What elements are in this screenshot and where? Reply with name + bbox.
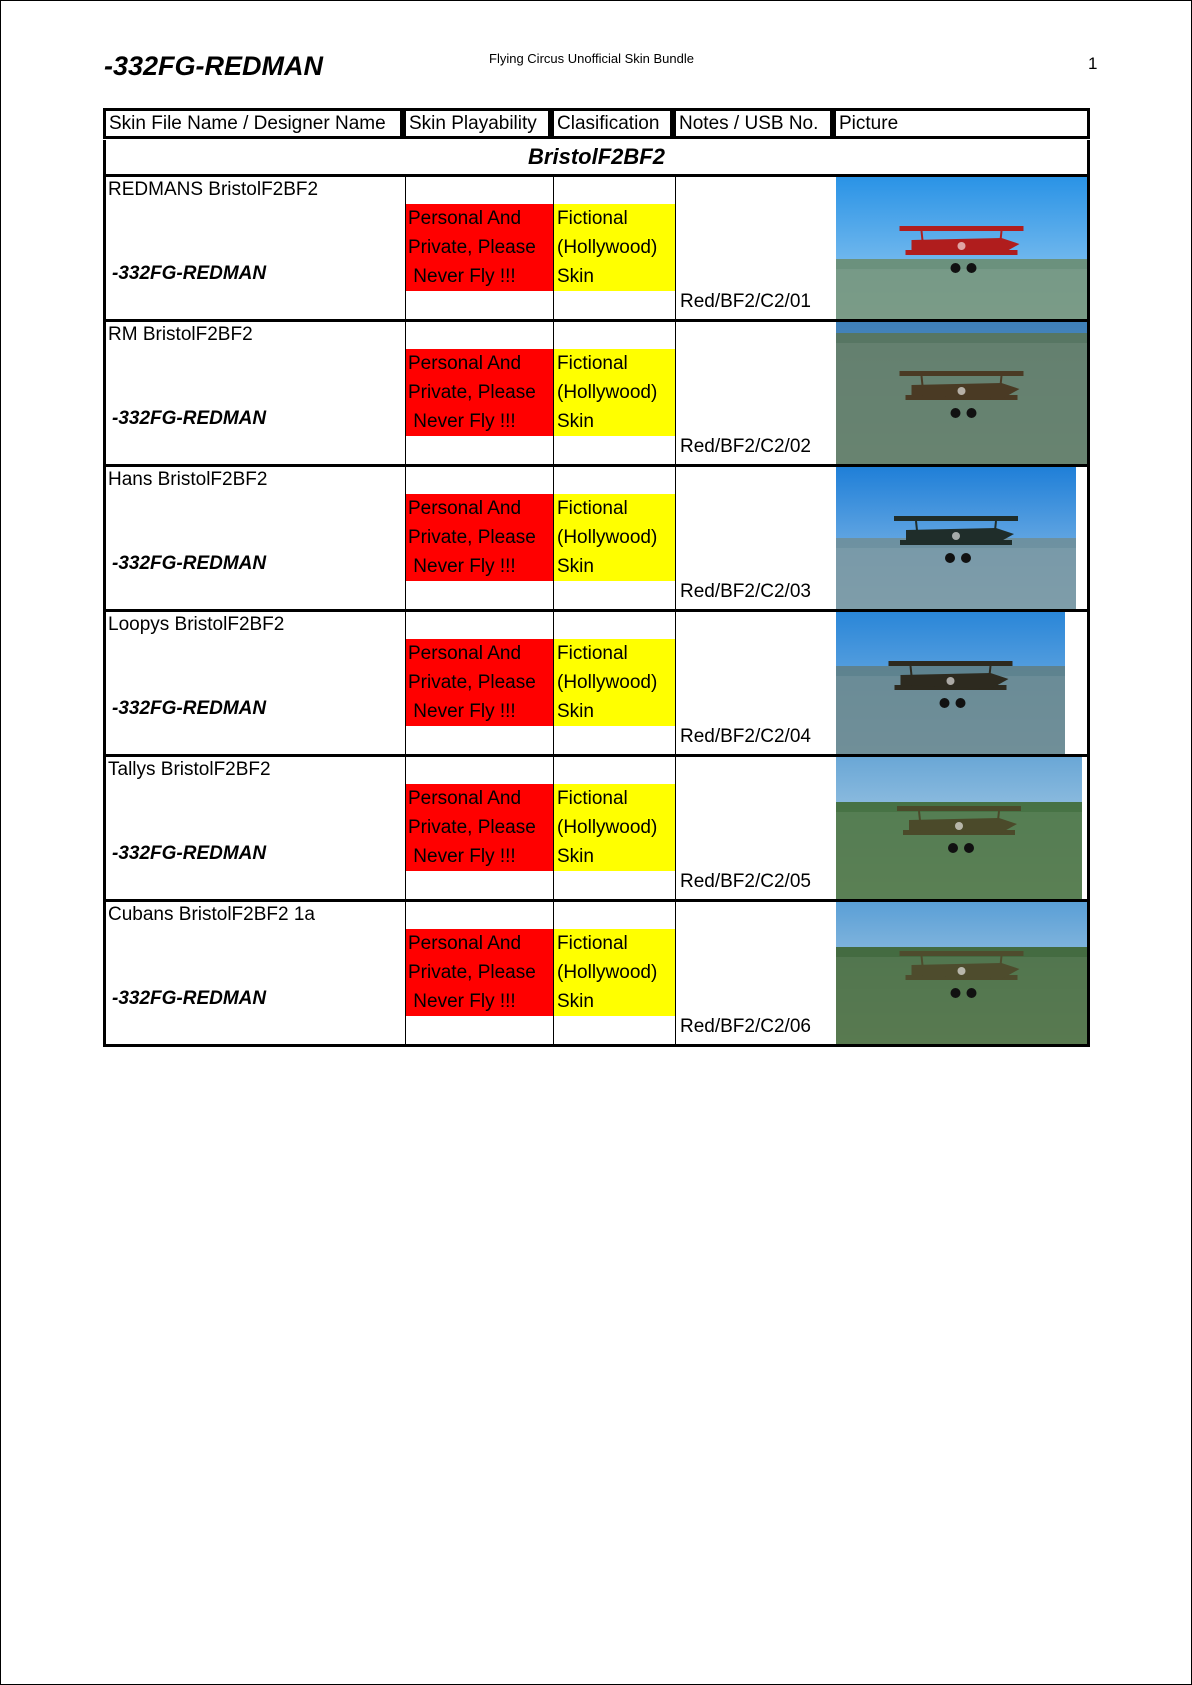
classification-line: Fictional xyxy=(557,643,628,664)
usb-number: Red/BF2/C2/06 xyxy=(680,1016,811,1037)
table-row xyxy=(103,612,1090,757)
skin-file-name: Loopys BristolF2BF2 xyxy=(108,614,285,635)
table-row xyxy=(103,177,1090,322)
playability-line: Private, Please xyxy=(408,817,536,838)
classification-line: (Hollywood) xyxy=(557,237,658,258)
notes-cell xyxy=(676,902,836,1044)
designer-name: -332FG-REDMAN xyxy=(112,988,267,1009)
playability-badge xyxy=(406,494,553,581)
notes-cell xyxy=(676,177,836,319)
classification-cell xyxy=(554,467,676,609)
classification-cell xyxy=(554,612,676,754)
classification-line: Skin xyxy=(557,701,594,722)
column-header-skin-name: Skin File Name / Designer Name xyxy=(103,108,403,139)
classification-badge xyxy=(554,494,675,581)
playability-badge xyxy=(406,929,553,1016)
playability-line: Private, Please xyxy=(408,382,536,403)
designer-name: -332FG-REDMAN xyxy=(112,408,267,429)
classification-line: Fictional xyxy=(557,788,628,809)
aircraft-screenshot xyxy=(836,322,1087,464)
playability-line: Private, Please xyxy=(408,237,536,258)
skin-name-cell xyxy=(106,612,406,754)
usb-number: Red/BF2/C2/04 xyxy=(680,726,811,747)
classification-line: (Hollywood) xyxy=(557,817,658,838)
classification-line: Fictional xyxy=(557,498,628,519)
classification-line: Fictional xyxy=(557,933,628,954)
playability-line: Personal And xyxy=(408,353,522,374)
classification-cell xyxy=(554,757,676,899)
usb-number: Red/BF2/C2/05 xyxy=(680,871,811,892)
playability-cell xyxy=(406,757,554,899)
skin-name-cell xyxy=(106,902,406,1044)
classification-badge xyxy=(554,784,675,871)
skin-name-cell xyxy=(106,757,406,899)
usb-number: Red/BF2/C2/03 xyxy=(680,581,811,602)
table-row xyxy=(103,322,1090,467)
picture-cell xyxy=(836,757,1087,899)
picture-cell xyxy=(836,322,1087,464)
playability-badge xyxy=(406,639,553,726)
playability-cell xyxy=(406,322,554,464)
picture-cell xyxy=(836,177,1087,319)
skin-file-name: RM BristolF2BF2 xyxy=(108,324,253,345)
playability-line: Personal And xyxy=(408,498,522,519)
aircraft-screenshot xyxy=(836,902,1087,1044)
notes-cell xyxy=(676,612,836,754)
classification-line: (Hollywood) xyxy=(557,382,658,403)
designer-name: -332FG-REDMAN xyxy=(112,263,267,284)
playability-badge xyxy=(406,204,553,291)
column-header-classification: Clasification xyxy=(551,108,673,139)
skin-file-name: Cubans BristolF2BF2 1a xyxy=(108,904,315,925)
usb-number: Red/BF2/C2/02 xyxy=(680,436,811,457)
table-row xyxy=(103,467,1090,612)
aircraft-screenshot xyxy=(836,757,1082,899)
classification-line: Skin xyxy=(557,991,594,1012)
skin-name-cell xyxy=(106,467,406,609)
playability-badge xyxy=(406,349,553,436)
column-header-notes: Notes / USB No. xyxy=(673,108,833,139)
aircraft-screenshot xyxy=(836,177,1087,319)
classification-line: (Hollywood) xyxy=(557,962,658,983)
playability-line: Never Fly !!! xyxy=(408,411,516,432)
column-header-picture: Picture xyxy=(833,108,1090,139)
notes-cell xyxy=(676,467,836,609)
notes-cell xyxy=(676,322,836,464)
playability-cell xyxy=(406,177,554,319)
playability-line: Personal And xyxy=(408,788,522,809)
playability-line: Personal And xyxy=(408,933,522,954)
playability-line: Never Fly !!! xyxy=(408,266,516,287)
classification-line: Skin xyxy=(557,556,594,577)
playability-line: Personal And xyxy=(408,643,522,664)
classification-badge xyxy=(554,639,675,726)
classification-line: (Hollywood) xyxy=(557,527,658,548)
skin-file-name: REDMANS BristolF2BF2 xyxy=(108,179,319,200)
playability-line: Never Fly !!! xyxy=(408,991,516,1012)
classification-badge xyxy=(554,204,675,291)
usb-number: Red/BF2/C2/01 xyxy=(680,291,811,312)
picture-cell xyxy=(836,467,1087,609)
playability-line: Private, Please xyxy=(408,672,536,693)
table-row xyxy=(103,757,1090,902)
playability-badge xyxy=(406,784,553,871)
picture-cell xyxy=(836,902,1087,1044)
table-row xyxy=(103,902,1090,1047)
designer-name: -332FG-REDMAN xyxy=(112,698,267,719)
skin-name-cell xyxy=(106,177,406,319)
playability-cell xyxy=(406,902,554,1044)
classification-line: Fictional xyxy=(557,353,628,374)
column-header-playability: Skin Playability xyxy=(403,108,551,139)
classification-badge xyxy=(554,349,675,436)
playability-line: Never Fly !!! xyxy=(408,701,516,722)
classification-cell xyxy=(554,322,676,464)
classification-line: Fictional xyxy=(557,208,628,229)
author-heading: -332FG-REDMAN xyxy=(104,51,324,81)
page-number: 1 xyxy=(1088,54,1098,73)
aircraft-screenshot xyxy=(836,612,1065,754)
playability-cell xyxy=(406,612,554,754)
section-title: BristolF2BF2 xyxy=(103,140,1090,177)
playability-line: Never Fly !!! xyxy=(408,846,516,867)
designer-name: -332FG-REDMAN xyxy=(112,843,267,864)
classification-line: Skin xyxy=(557,846,594,867)
playability-line: Private, Please xyxy=(408,527,536,548)
skin-file-name: Hans BristolF2BF2 xyxy=(108,469,268,490)
skin-file-name: Tallys BristolF2BF2 xyxy=(108,759,271,780)
classification-line: Skin xyxy=(557,411,594,432)
aircraft-screenshot xyxy=(836,467,1076,609)
playability-line: Never Fly !!! xyxy=(408,556,516,577)
classification-line: Skin xyxy=(557,266,594,287)
skin-table xyxy=(103,108,1090,1047)
notes-cell xyxy=(676,757,836,899)
playability-cell xyxy=(406,467,554,609)
classification-line: (Hollywood) xyxy=(557,672,658,693)
playability-line: Personal And xyxy=(408,208,522,229)
classification-badge xyxy=(554,929,675,1016)
classification-cell xyxy=(554,902,676,1044)
picture-cell xyxy=(836,612,1087,754)
document-title: Flying Circus Unofficial Skin Bundle xyxy=(489,51,694,66)
classification-cell xyxy=(554,177,676,319)
skin-name-cell xyxy=(106,322,406,464)
designer-name: -332FG-REDMAN xyxy=(112,553,267,574)
playability-line: Private, Please xyxy=(408,962,536,983)
